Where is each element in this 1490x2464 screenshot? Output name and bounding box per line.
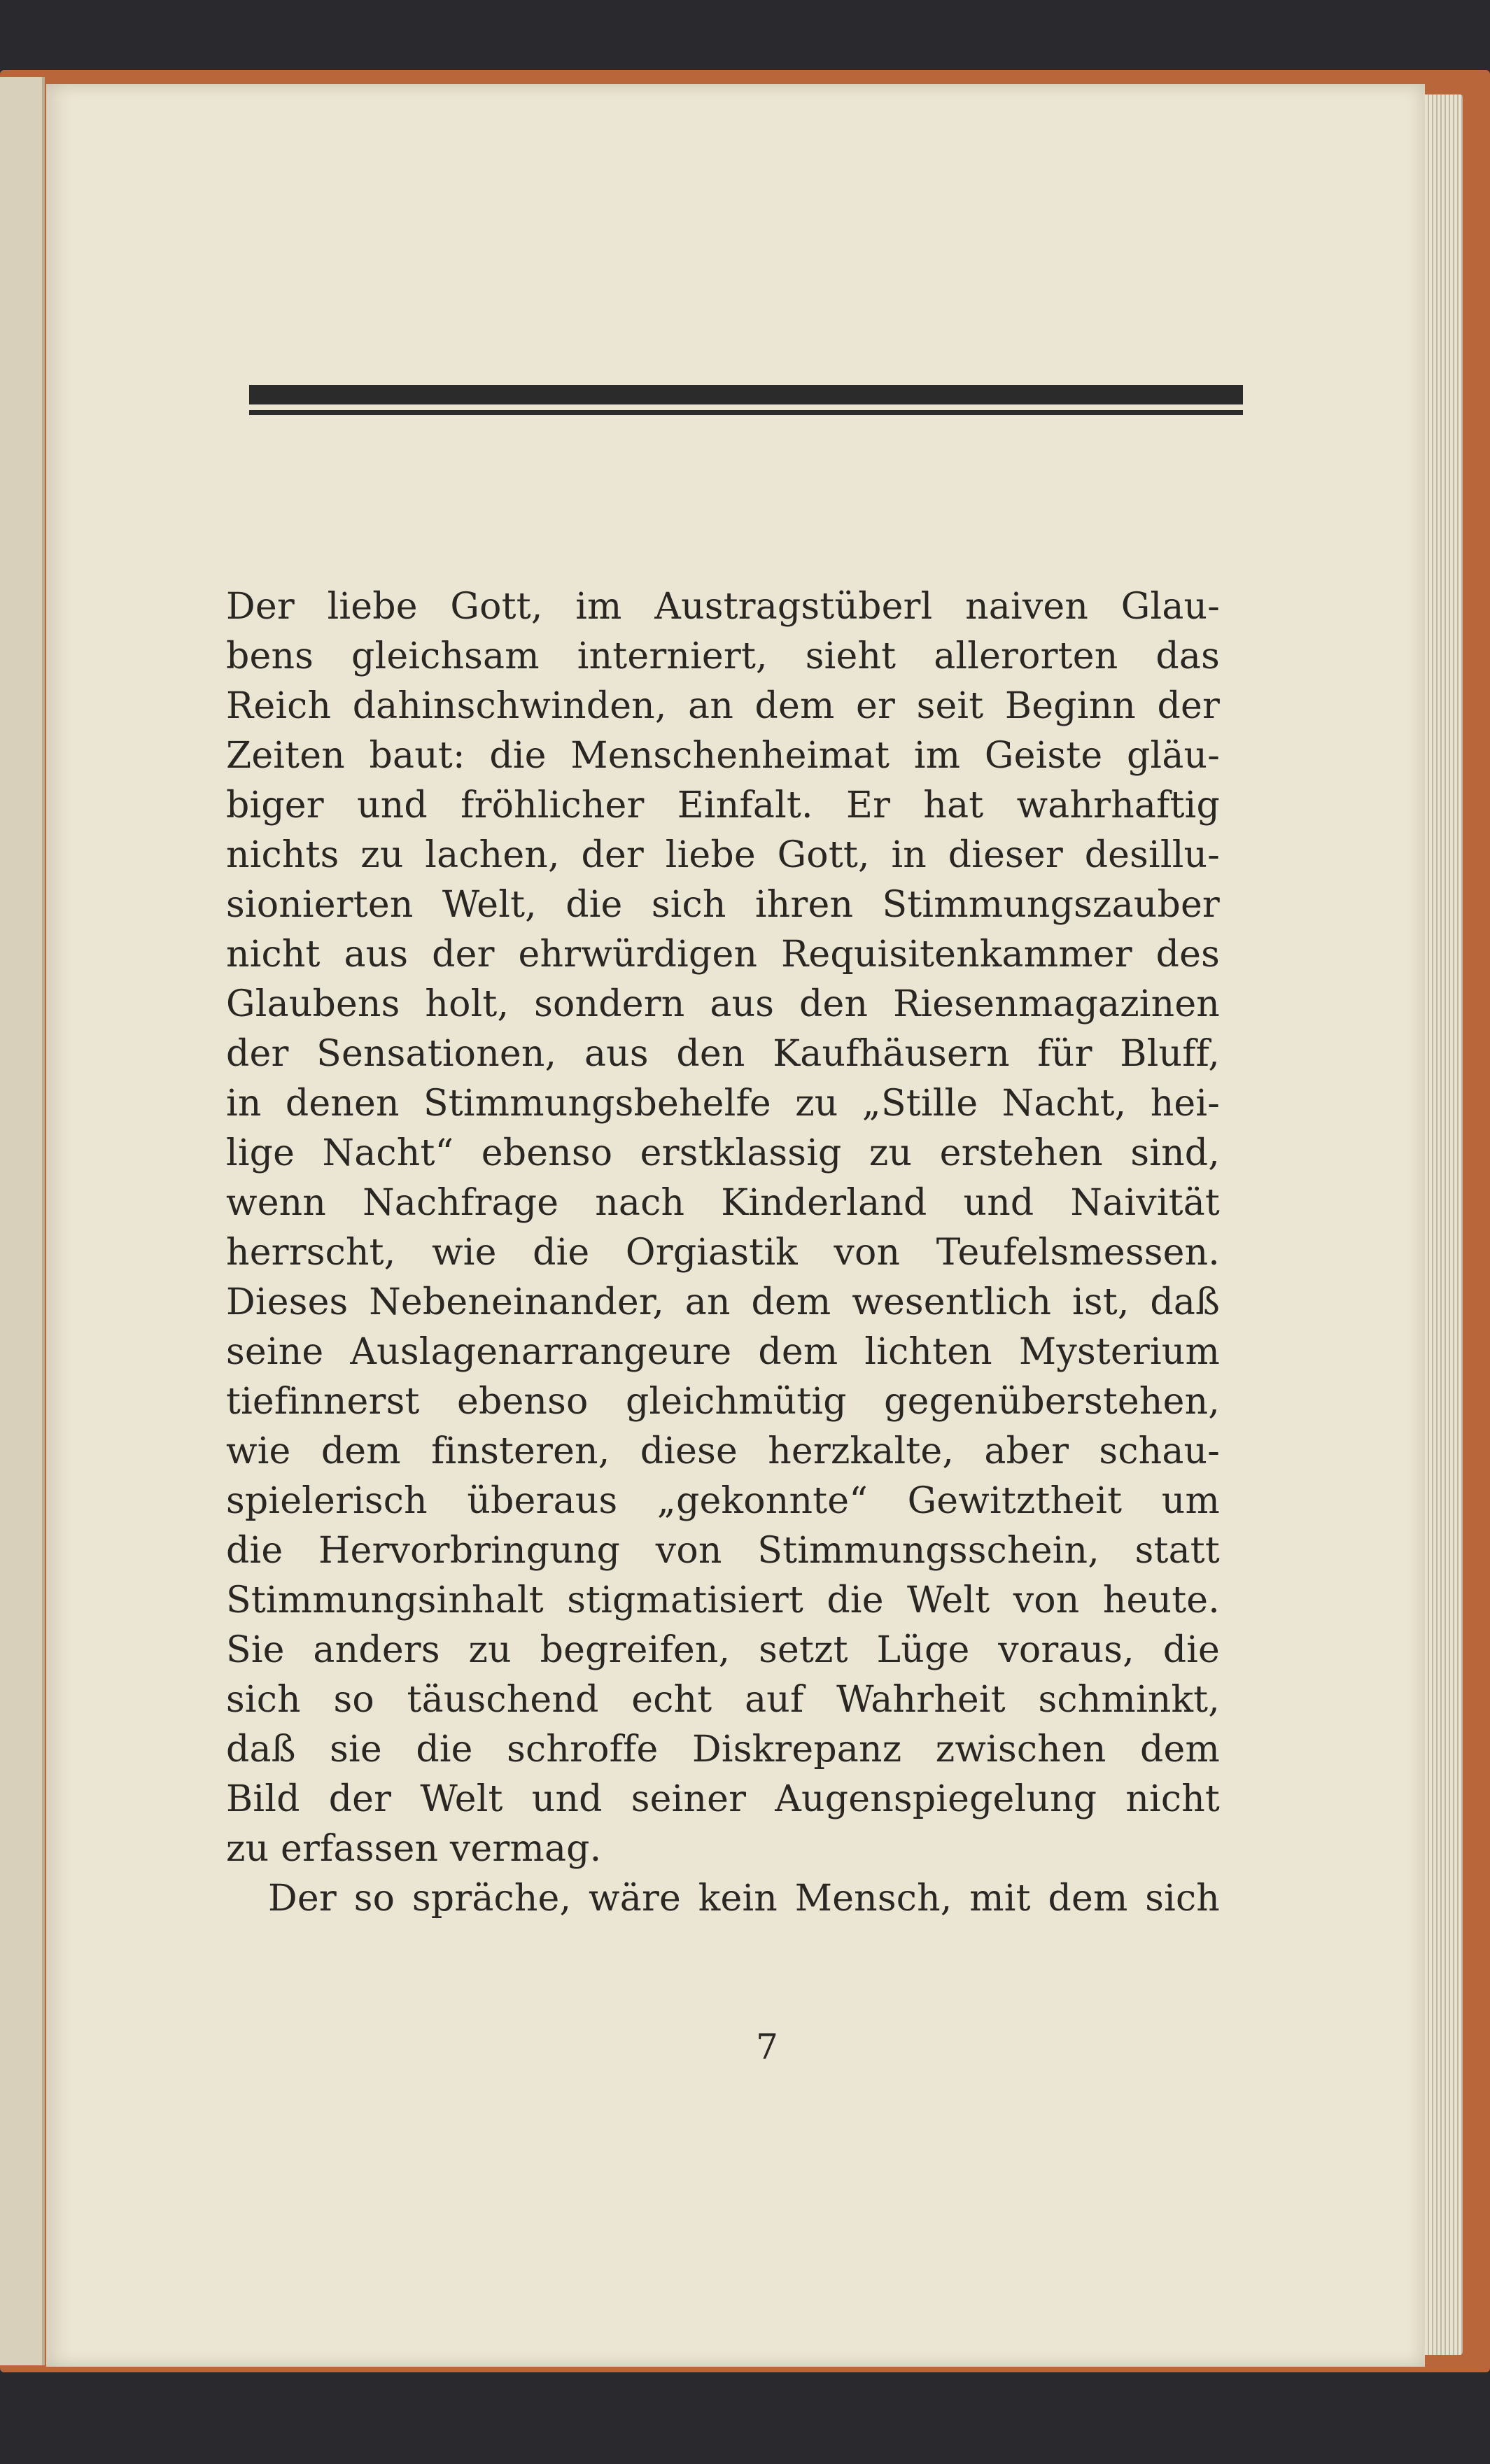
text-line: sich so täuschend echt auf Wahrheit schminkt, [226, 1679, 1220, 1721]
text-line: Zeiten baut: die Menschenheimat im Geiste gläu- [226, 735, 1220, 777]
text-line: Bild der Welt und seiner Augenspiegelung nicht [226, 1778, 1220, 1820]
text-line: herrscht, wie die Orgiastik von Teufelsmessen. [226, 1232, 1220, 1274]
text-line: nicht aus der ehrwürdigen Requisitenkammer des [226, 934, 1220, 976]
text-line: Glaubens holt, sondern aus den Riesenmagazinen [226, 983, 1220, 1025]
text-line: nichts zu lachen, der liebe Gott, in dieser desillu- [226, 834, 1220, 876]
header-rule-thin [249, 410, 1243, 415]
text-line: biger und fröhlicher Einfalt. Er hat wahrhaftig [226, 784, 1220, 826]
text-line: seine Auslagenarrangeure dem lichten Mysterium [226, 1331, 1220, 1373]
left-page-edge [0, 77, 45, 2365]
text-line: Dieses Nebeneinander, an dem wesentlich ist, daß [226, 1281, 1220, 1323]
text-line: in denen Stimmungsbehelfe zu „Stille Nacht, hei- [226, 1083, 1220, 1125]
text-line: bens gleichsam interniert, sieht allerorten das [226, 635, 1220, 677]
page-number: 7 [756, 2027, 778, 2067]
text-line: wenn Nachfrage nach Kinderland und Naivität [226, 1182, 1220, 1224]
text-line: die Hervorbringung von Stimmungsschein, statt [226, 1530, 1220, 1572]
text-line: lige Nacht“ ebenso erstklassig zu erstehen sind, [226, 1132, 1220, 1174]
text-line: der Sensationen, aus den Kaufhäusern für Bluff, [226, 1033, 1220, 1075]
text-line: tiefinnerst ebenso gleichmütig gegenüberstehen, [226, 1381, 1220, 1423]
text-line: zu erfassen vermag. [226, 1828, 602, 1870]
header-rule-thick [249, 385, 1243, 404]
page-stack-edge [1421, 94, 1463, 2355]
text-line: sionierten Welt, die sich ihren Stimmungszauber [226, 884, 1220, 926]
text-line: Der so spräche, wäre kein Mensch, mit dem sich [268, 1878, 1220, 1920]
body-text [226, 582, 1220, 1924]
text-line: Sie anders zu begreifen, setzt Lüge voraus, die [226, 1629, 1220, 1671]
text-line: wie dem finsteren, diese herzkalte, aber schau- [226, 1430, 1220, 1472]
text-line: Reich dahinschwinden, an dem er seit Beginn der [226, 685, 1220, 727]
text-line: Der liebe Gott, im Austragstüberl naiven Glau- [226, 586, 1220, 628]
text-line: Stimmungsinhalt stigmatisiert die Welt von heute. [226, 1579, 1220, 1621]
text-line: daß sie die schroffe Diskrepanz zwischen dem [226, 1729, 1220, 1770]
text-line: spielerisch überaus „gekonnte“ Gewitztheit um [226, 1480, 1220, 1522]
